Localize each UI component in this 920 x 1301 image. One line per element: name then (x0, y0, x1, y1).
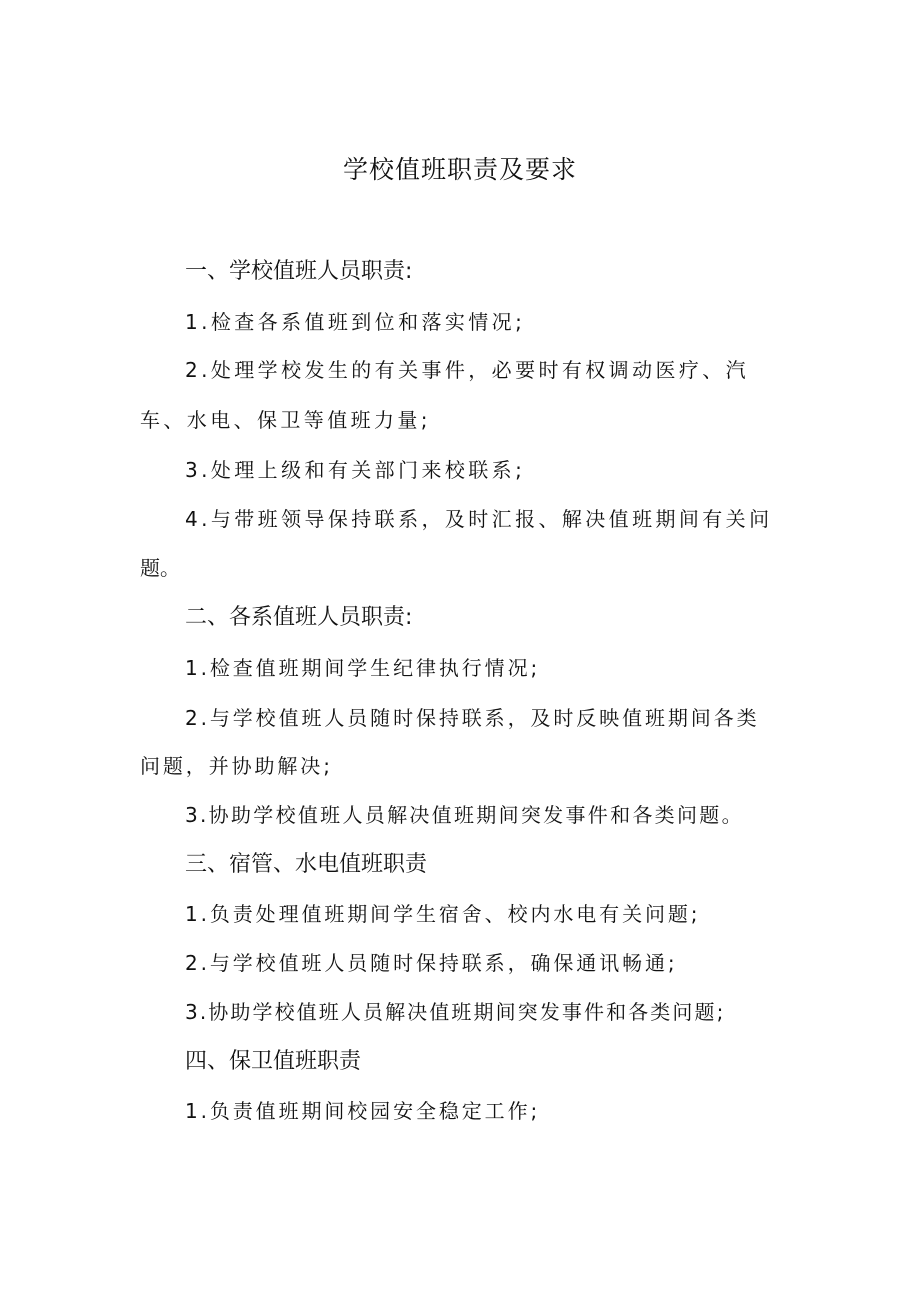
section-heading-3: 三、宿管、水电值班职责 (185, 852, 428, 877)
section-1-item-3: 3.处理上级和有关部门来校联系; (185, 458, 526, 482)
section-4-item-1: 1.负责值班期间校园安全稳定工作; (185, 1099, 541, 1123)
section-2-item-2: 2.与学校值班人员随时保持联系，及时反映值班期间各类 (185, 706, 760, 730)
section-1-item-2-continued: 车、水电、保卫等值班力量; (140, 408, 431, 432)
section-3-item-2: 2.与学校值班人员随时保持联系，确保通讯畅通; (185, 951, 678, 975)
section-heading-2: 二、各系值班人员职责: (185, 605, 413, 630)
section-2-item-2-continued: 问题，并协助解决; (140, 754, 333, 778)
document-title: 学校值班职责及要求 (342, 155, 577, 184)
section-3-item-1: 1.负责处理值班期间学生宿舍、校内水电有关问题; (185, 902, 701, 926)
section-1-item-4: 4.与带班领导保持联系，及时汇报、解决值班期间有关问 (185, 507, 773, 531)
section-1-item-1: 1.检查各系值班到位和落实情况; (185, 310, 526, 334)
section-2-item-3: 3.协助学校值班人员解决值班期间突发事件和各类问题。 (185, 803, 744, 827)
section-heading-1: 一、学校值班人员职责: (185, 259, 413, 284)
section-2-item-1: 1.检查值班期间学生纪律执行情况; (185, 656, 541, 680)
section-heading-4: 四、保卫值班职责 (185, 1049, 362, 1074)
section-3-item-3: 3.协助学校值班人员解决值班期间突发事件和各类问题; (185, 1000, 726, 1024)
section-1-item-4-continued: 题。 (140, 556, 180, 580)
section-1-item-2: 2.处理学校发生的有关事件，必要时有权调动医疗、汽 (185, 358, 750, 382)
